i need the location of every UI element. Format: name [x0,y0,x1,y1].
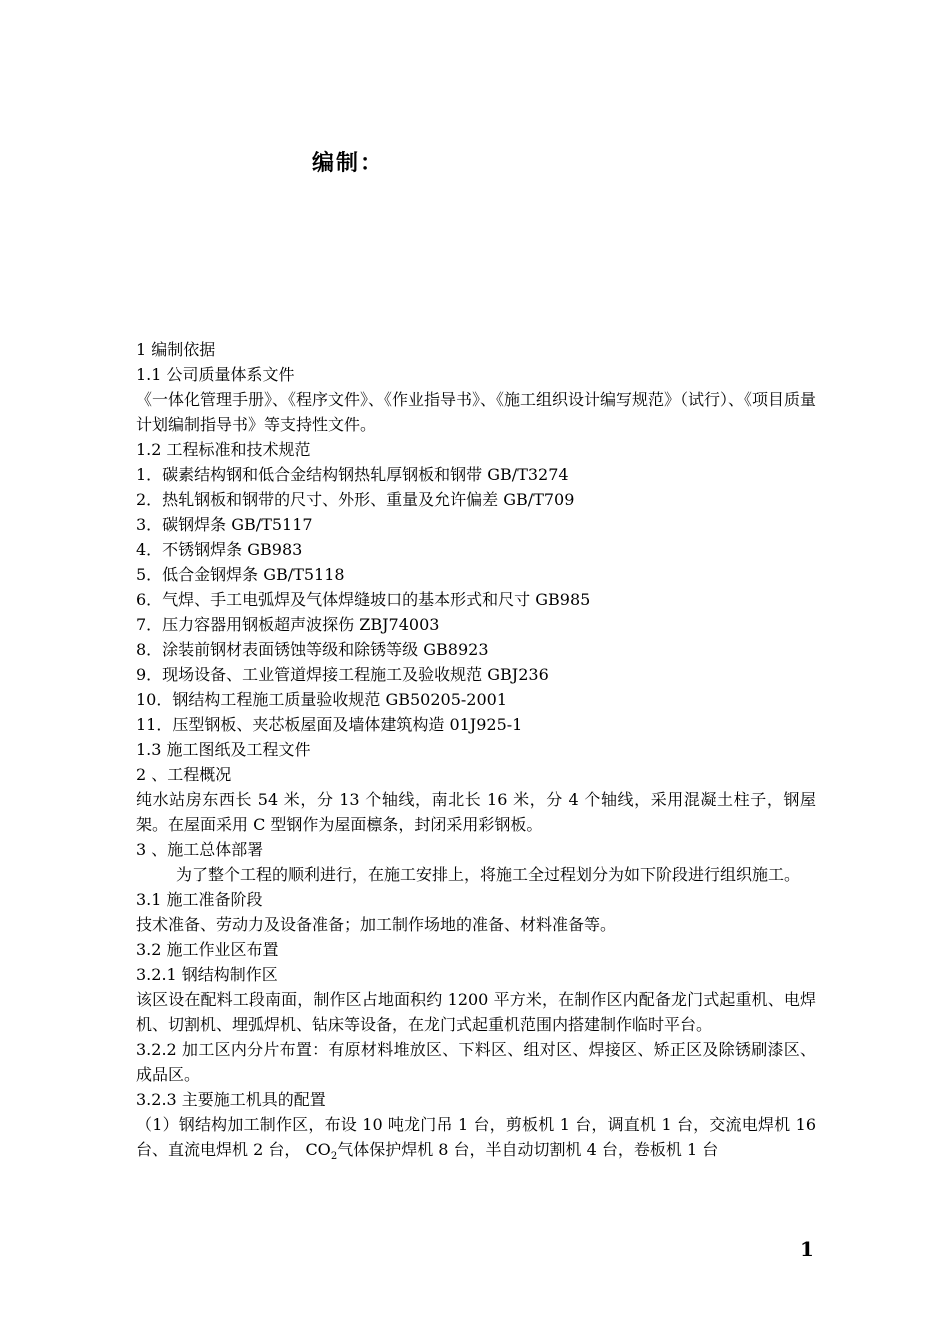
paragraph: 《一体化管理手册》、《程序文件》、《作业指导书》、《施工组织设计编写规范》（试行）、《项目质量计划编制指导书》等支持性文件。 [136,390,817,434]
section-heading: 3 、施工总体部署 [136,840,264,859]
standard-item: 2．热轧钢板和钢带的尺寸、外形、重量及允许偏差 GB/T709 [136,490,575,509]
standard-item: 7．压力容器用钢板超声波探伤 ZBJ74003 [136,615,440,634]
paragraph: 该区设在配料工段南面，制作区占地面积约 1200 平方米，在制作区内配备龙门式起重机、电焊机、切割机、埋弧焊机、钻床等设备，在龙门式起重机范围内搭建制作临时平台。 [136,990,816,1034]
subsection-heading: 1.2 工程标准和技术规范 [136,440,311,459]
paragraph [136,1112,816,1169]
paragraph: 纯水站房东西长 54 米，分 13 个轴线，南北长 16 米，分 4 个轴线，采用混凝土柱子，钢屋架。在屋面采用 C 型钢作为屋面檩条，封闭采用彩钢板。 [136,790,816,834]
subsection-heading: 3.1 施工准备阶段 [136,890,263,909]
standard-item: 11．压型钢板、夹芯板屋面及墙体建筑构造 01J925-1 [136,715,523,734]
standard-item: 1．碳素结构钢和低合金结构钢热轧厚钢板和钢带 GB/T3274 [136,465,569,484]
subsection-heading: 3.2 施工作业区布置 [136,940,279,959]
standard-item: 4．不锈钢焊条 GB983 [136,540,303,559]
paragraph: 为了整个工程的顺利进行，在施工安排上，将施工全过程划分为如下阶段进行组织施工。 [176,865,801,884]
standard-item: 5．低合金钢焊条 GB/T5118 [136,565,345,584]
paragraph: 技术准备、劳动力及设备准备；加工制作场地的准备、材料准备等。 [136,915,617,934]
paragraph-text: 气体保护焊机 8 台，半自动切割机 4 台，卷板机 1 台 [337,1140,719,1159]
subsection-heading: 3.2.1 钢结构制作区 [136,965,278,984]
paragraph-text: （1）钢结构加工制作区，布设 10 吨龙门吊 1 台，剪板机 1 台，调直机 1 台，交流电焊机 16 台、直流电焊机 2 台， CO [136,1115,816,1159]
page-number: 1 [800,1237,814,1261]
section-heading: 1 编制依据 [136,340,216,359]
standard-item: 3．碳钢焊条 GB/T5117 [136,515,313,534]
document-body [136,337,816,1169]
paragraph: 3.2.2 加工区内分片布置：有原材料堆放区、下料区、组对区、焊接区、矫正区及除锈刷漆区、成品区。 [136,1040,816,1084]
subsection-heading: 3.2.3 主要施工机具的配置 [136,1090,326,1109]
compiler-title: 编制： [312,150,385,176]
standard-item: 10．钢结构工程施工质量验收规范 GB50205-2001 [136,690,508,709]
standard-item: 8．涂装前钢材表面锈蚀等级和除锈等级 GB8923 [136,640,489,659]
section-heading: 2 、工程概况 [136,765,232,784]
subsection-heading: 1.3 施工图纸及工程文件 [136,740,311,759]
subscript: 2 [330,1151,338,1163]
standard-item: 9．现场设备、工业管道焊接工程施工及验收规范 GBJ236 [136,665,549,684]
standard-item: 6．气焊、手工电弧焊及气体焊缝坡口的基本形式和尺寸 GB985 [136,590,591,609]
subsection-heading: 1.1 公司质量体系文件 [136,365,295,384]
